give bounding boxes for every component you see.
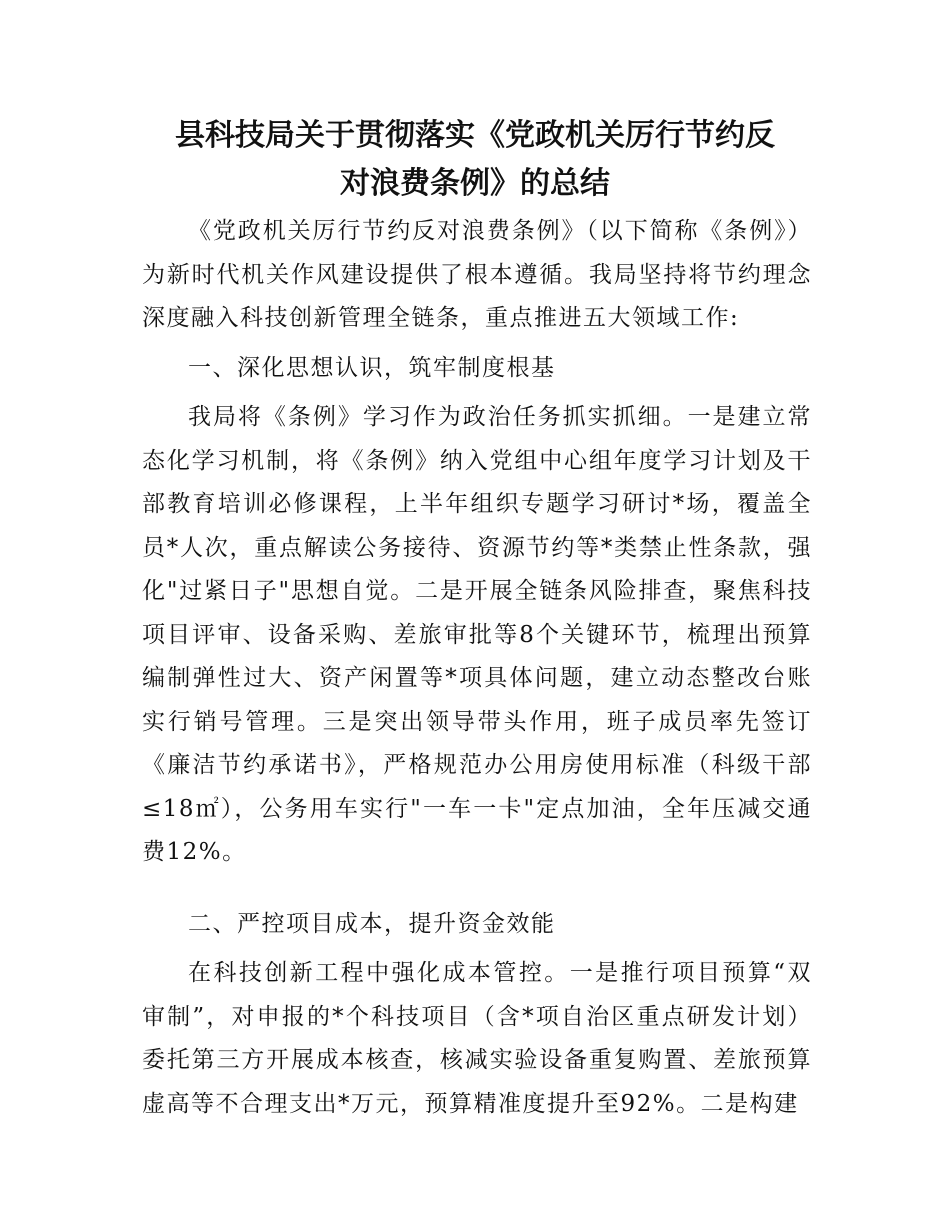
section-1-paragraph: 我局将《条例》学习作为政治任务抓实抓细。一是建立常态化学习机制，将《条例》纳入党组中心组年度学习计划及干部教育培训必修课程，上半年组织专题学习研讨*场，覆盖全员*人次，重点解读公务接待、资源节约等*类禁止性条款，强化"过紧日子"思想自觉。二是开展全链条风险排查，聚焦科技项目评审、设备采购、差旅审批等8个关键环节，梳理出预算编制弹性过大、资产闲置等*项具体问题，建立动态整改台账实行销号管理。三是突出领导带头作用，班子成员率先签订《廉洁节约承诺书》，严格规范办公用房使用标准（科级干部≤18㎡），公务用车实行"一车一卡"定点加油，全年压减交通费12%。 [142, 404, 812, 865]
document-title [140, 112, 810, 208]
document-title-line-1: 县科技局关于贯彻落实《党政机关厉行节约反 [175, 118, 775, 153]
intro-paragraph: 《党政机关厉行节约反对浪费条例》（以下简称《条例》）为新时代机关作风建设提供了根本遵循。我局坚持将节约理念深度融入科技创新管理全链条，重点推进五大领域工作: [142, 218, 812, 331]
section-1-heading: 一、深化思想认识，筑牢制度根基 [188, 354, 556, 381]
section-2-heading: 二、严控项目成本，提升资金效能 [188, 910, 556, 937]
document-title-line-2: 对浪费条例》的总结 [340, 166, 610, 201]
section-2-paragraph: 在科技创新工程中强化成本管控。一是推行项目预算“双审制”，对申报的*个科技项目（含*项自治区重点研发计划）委托第三方开展成本核查，核减实验设备重复购置、差旅预算虚高等不合理支出*万元，预算精准度提升至92%。二是构建 [142, 960, 812, 1117]
document-body [142, 210, 812, 1126]
